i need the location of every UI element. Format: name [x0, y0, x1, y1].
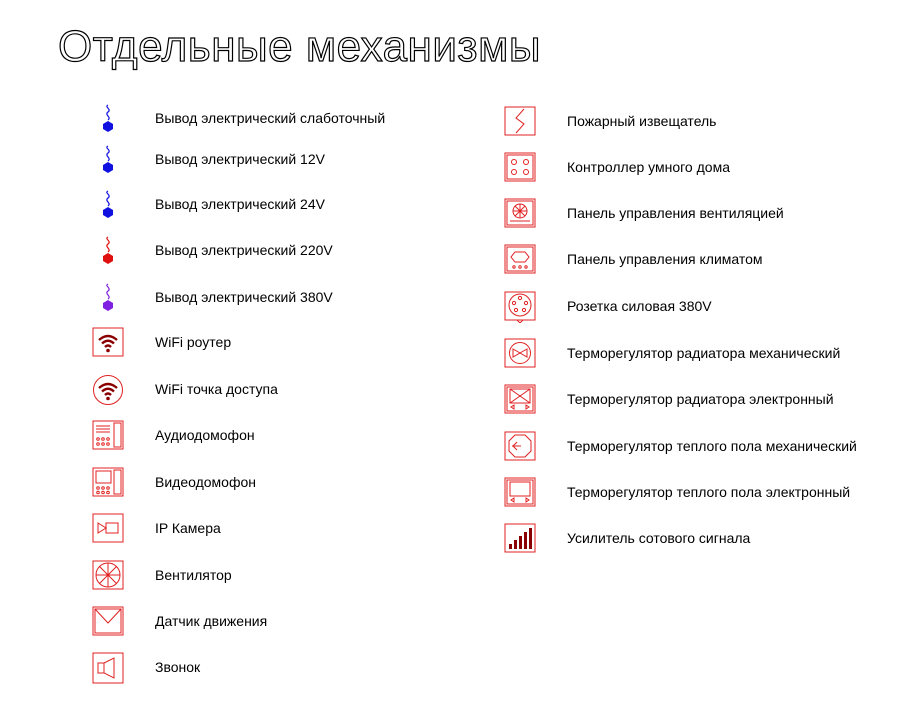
low-voltage-outlet-icon [92, 103, 124, 135]
legend-label: Вентилятор [155, 567, 232, 583]
smart-home-controller-icon [504, 152, 536, 184]
legend-label: Вывод электрический 24V [155, 196, 325, 212]
legend-label: Вывод электрический слаботочный [155, 110, 386, 126]
doorbell-icon [92, 652, 124, 684]
outlet-24v-icon [92, 189, 124, 221]
legend-item-outlet-12v [92, 144, 512, 176]
legend-item-radiator-thermostat-electronic [504, 384, 903, 416]
legend-label: Терморегулятор радиатора электронный [567, 391, 834, 407]
legend-label: Вывод электрический 220V [155, 242, 333, 258]
legend-label: Терморегулятор теплого пола механический [567, 438, 857, 454]
floor-thermostat-mechanical-icon [504, 431, 536, 463]
legend-item-outlet-24v [92, 189, 512, 221]
legend-item-floor-thermostat-electronic [504, 477, 903, 509]
legend-label: Вывод электрический 12V [155, 151, 325, 167]
legend-label: Панель управления климатом [567, 251, 763, 267]
legend-item-cellular-booster [504, 523, 903, 555]
page-title: Отдельные механизмы [58, 22, 541, 71]
legend-label: Контроллер умного дома [567, 159, 730, 175]
outlet-220v-icon [92, 235, 124, 267]
fan-icon [92, 560, 124, 592]
wifi-access-point-icon [92, 374, 124, 406]
legend-item-outlet-220v [92, 235, 512, 267]
legend-label: Видеодомофон [155, 474, 256, 490]
legend-item-ip-camera [92, 513, 512, 545]
legend-label: WiFi точка доступа [155, 381, 278, 397]
legend-label: Усилитель сотового сигнала [567, 530, 751, 546]
legend-item-doorbell [92, 652, 512, 684]
legend-item-motion-sensor [92, 606, 512, 638]
legend-label: Розетка силовая 380V [567, 298, 712, 314]
legend-item-smart-home-controller [504, 152, 903, 184]
legend-label: Вывод электрический 380V [155, 289, 333, 305]
outlet-380v-icon [92, 282, 124, 314]
radiator-thermostat-mechanical-icon [504, 338, 536, 370]
legend-item-audio-intercom [92, 420, 512, 452]
legend-item-fan [92, 560, 512, 592]
ventilation-panel-icon [504, 198, 536, 230]
legend-item-low-voltage-outlet [92, 103, 512, 135]
legend-label: IP Камера [155, 520, 221, 536]
legend-label: Датчик движения [155, 613, 268, 629]
legend-item-wifi-router [92, 327, 512, 359]
legend-label: Терморегулятор радиатора механический [567, 345, 841, 361]
audio-intercom-icon [92, 420, 124, 452]
legend-label: Терморегулятор теплого пола электронный [567, 484, 851, 500]
legend-item-ventilation-panel [504, 198, 903, 230]
legend-item-wifi-access-point [92, 374, 512, 406]
outlet-12v-icon [92, 144, 124, 176]
legend-label: Пожарный извещатель [567, 113, 717, 129]
legend-label: Панель управления вентиляцией [567, 205, 784, 221]
legend-item-video-intercom [92, 467, 512, 499]
legend-label: Аудиодомофон [155, 427, 255, 443]
legend-item-power-socket-380v [504, 291, 903, 323]
legend-label: WiFi роутер [155, 334, 232, 350]
wifi-router-icon [92, 327, 124, 359]
ip-camera-icon [92, 513, 124, 545]
legend-item-climate-panel [504, 244, 903, 276]
legend-item-outlet-380v [92, 282, 512, 314]
video-intercom-icon [92, 467, 124, 499]
radiator-thermostat-electronic-icon [504, 384, 536, 416]
cellular-booster-icon [504, 523, 536, 555]
fire-detector-icon [504, 106, 536, 138]
motion-sensor-icon [92, 606, 124, 638]
floor-thermostat-electronic-icon [504, 477, 536, 509]
legend-item-radiator-thermostat-mechanical [504, 338, 903, 370]
legend-item-fire-detector [504, 106, 903, 138]
legend-item-floor-thermostat-mechanical [504, 431, 903, 463]
climate-panel-icon [504, 244, 536, 276]
legend-label: Звонок [155, 659, 201, 675]
power-socket-380v-icon [504, 291, 536, 323]
